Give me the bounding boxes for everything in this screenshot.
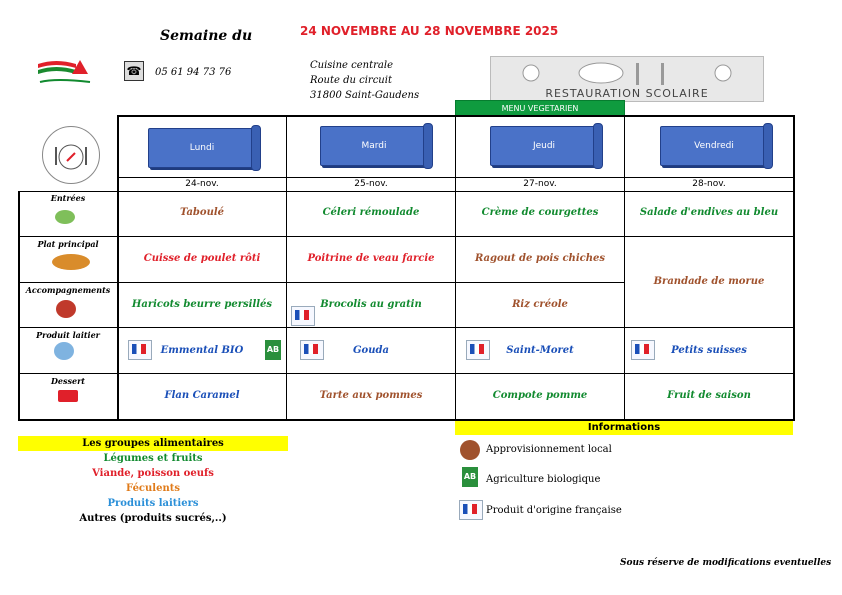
row-label-entrees: Entrées: [50, 193, 86, 203]
menu-item: Riz créole: [512, 299, 568, 310]
legend-item: Produits laitiers: [107, 498, 199, 509]
row-label-dessert: Dessert: [50, 376, 86, 386]
legend-item: Viande, poisson oeufs: [92, 468, 214, 479]
menu-item: Petits suisses: [671, 345, 747, 356]
table-border: [793, 115, 795, 421]
menu-item: Gouda: [353, 345, 389, 356]
phone-number: 05 61 94 73 76: [155, 67, 232, 78]
table-border: [286, 115, 287, 421]
address-line: Route du circuit: [310, 75, 392, 86]
table-border: [455, 115, 456, 421]
bio-icon: AB: [462, 467, 478, 487]
menu-item: Ragout de pois chiches: [475, 253, 605, 264]
table-border: [18, 282, 625, 283]
menu-item: Compote pomme: [492, 390, 588, 401]
french-origin-icon: [459, 500, 483, 520]
table-border: [18, 373, 794, 374]
row-label-laitier: Produit laitier: [36, 330, 100, 340]
dairy-icon: [54, 342, 74, 360]
table-border: [624, 115, 625, 421]
address-line: 31800 Saint-Gaudens: [310, 90, 420, 101]
legend-item: Légumes et fruits: [103, 453, 203, 464]
table-border: [18, 327, 794, 328]
address-line: Cuisine centrale: [310, 60, 393, 71]
table-border: [18, 236, 794, 237]
cuisine-logo: [42, 126, 100, 184]
address: [310, 58, 419, 103]
menu-item: Fruit de saison: [667, 390, 751, 401]
day-date: 24-nov.: [185, 179, 219, 189]
menu-item: Céleri rémoulade: [322, 207, 420, 218]
day-header-jeudi: Jeudi: [490, 126, 598, 166]
restauration-banner: [490, 56, 764, 102]
restauration-text: RESTAURATION SCOLAIRE: [545, 87, 709, 100]
town-logo: [36, 56, 96, 90]
menu-item: Tarte aux pommes: [319, 390, 423, 401]
menu-item: Haricots beurre persillés: [131, 299, 273, 310]
menu-item: Cuisse de poulet rôti: [143, 253, 261, 264]
menu-item: Poitrine de veau farcie: [307, 253, 435, 264]
day-header-lundi: Lundi: [148, 128, 256, 168]
day-header-mardi: Mardi: [320, 126, 428, 166]
menu-item: Emmental BIO: [160, 345, 244, 356]
chicken-icon: [52, 254, 90, 270]
day-date: 28-nov.: [692, 179, 726, 189]
table-border: [18, 191, 20, 421]
local-sourcing-icon: [460, 440, 480, 460]
menu-item: Brandade de morue: [653, 276, 765, 287]
info-title: Informations: [455, 421, 793, 435]
info-item: Approvisionnement local: [486, 444, 612, 455]
menu-item: Brocolis au gratin: [320, 299, 422, 310]
veg-menu-label: MENU VEGETARIEN: [455, 100, 625, 117]
vegetables-icon: [56, 300, 76, 318]
row-label-accompagnements: Accompagnements: [25, 285, 111, 295]
day-date: 27-nov.: [523, 179, 557, 189]
menu-item: Crème de courgettes: [481, 207, 599, 218]
menu-item: Saint-Moret: [506, 345, 574, 356]
row-label-plat: Plat principal: [37, 239, 99, 249]
day-date: 25-nov.: [354, 179, 388, 189]
menu-item: Taboulé: [179, 207, 225, 218]
dessert-icon: [58, 390, 78, 402]
menu-item: Salade d'endives au bleu: [639, 207, 779, 218]
day-header-vendredi: Vendredi: [660, 126, 768, 166]
semaine-label: Semaine du: [160, 28, 253, 44]
menu-item: Flan Caramel: [164, 390, 240, 401]
salad-icon: [55, 210, 75, 224]
tableware-icon: [501, 61, 753, 87]
footer-note: Sous réserve de modifications eventuelles: [620, 558, 832, 568]
week-dates: 24 NOVEMBRE AU 28 NOVEMBRE 2025: [300, 24, 559, 38]
legend-item: Féculents: [126, 483, 180, 494]
bio-icon: AB: [265, 340, 281, 360]
legend-item: Autres (produits sucrés,..): [79, 513, 227, 524]
phone-icon: ☎: [124, 61, 144, 81]
legend-title: Les groupes alimentaires: [18, 436, 288, 451]
table-border: [18, 191, 794, 192]
plate-icon: [43, 127, 99, 183]
info-item: Produit d'origine française: [486, 505, 622, 516]
info-item: Agriculture biologique: [486, 474, 601, 485]
